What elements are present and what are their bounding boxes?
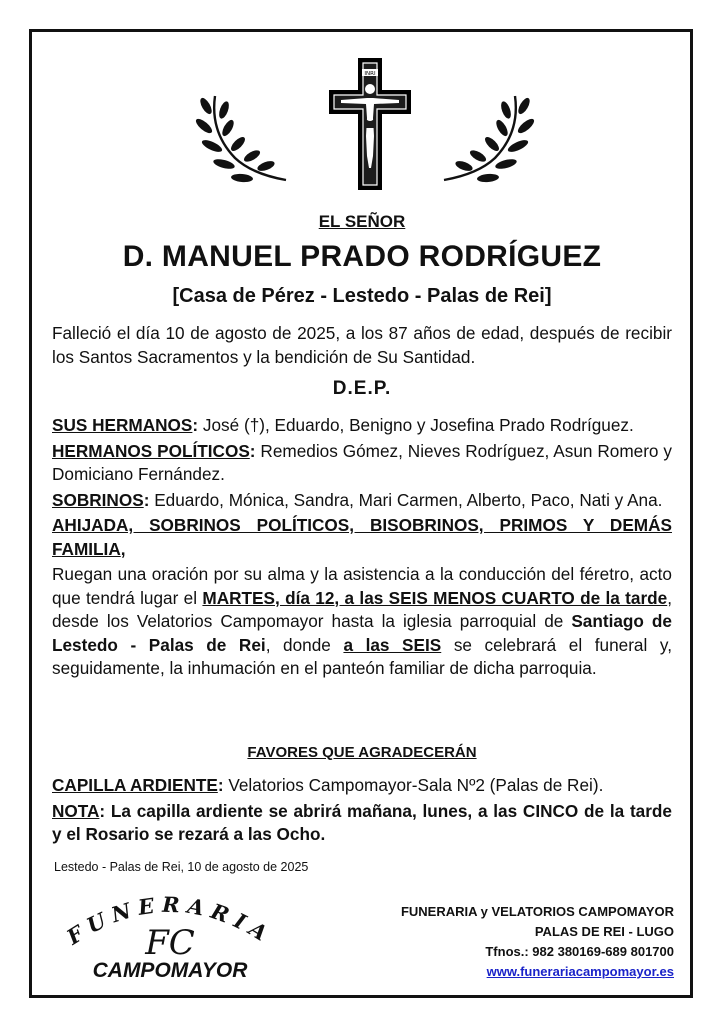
ruegan-church: Santiago de Lestedo - Palas de Rei (52, 611, 672, 655)
hermanos-label: SUS HERMANOS (52, 415, 193, 435)
capilla-section (52, 774, 672, 849)
politicos-text: Remedios Gómez, Nieves Rodríguez, Asun Romero y Domiciano Fernández. (52, 440, 672, 484)
laurel-branch-left-icon (190, 92, 290, 192)
ahijada-label: AHIJADA, SOBRINOS POLÍTICOS, BISOBRINOS, PRIMOS Y DEMÁS FAMILIA (52, 515, 672, 559)
capilla-label: CAPILLA ARDIENTE (52, 775, 218, 795)
company-name: FUNERARIA y VELATORIOS CAMPOMAYOR (400, 904, 674, 919)
company-phones: Tfnos.: 982 380169-689 801700 (485, 944, 674, 959)
sobrinos-label: SOBRINOS (52, 489, 144, 510)
ruegan-paragraph (52, 563, 672, 681)
funeraria-logo (50, 882, 290, 982)
ruegan-text-1: Ruegan una oración por su alma y la asistencia a la conducción del féretro, acto que tendrá lugar el (52, 564, 672, 608)
dep-heading: D.E.P. (332, 378, 392, 399)
ruegan-text-2: , desde los Velatorios Campomayor hasta la iglesia parroquial de (52, 587, 672, 631)
ruegan-time: a las SEIS (343, 634, 442, 655)
favores-heading: FAVORES QUE AGRADECERÁN (247, 744, 477, 761)
nota-text: La capilla ardiente se abrirá mañana, lunes, a las CINCO de la tarde y el Rosario se rezará a las Ocho. (52, 800, 672, 844)
politicos-paragraph: HERMANOS POLÍTICOS: Remedios Gómez, Nieves Rodríguez, Asun Romero y Domiciano Fernández. (52, 440, 672, 484)
title-prefix: EL SEÑOR (318, 212, 406, 231)
deceased-house: [Casa de Pérez - Lestedo - Palas de Rei] (172, 285, 552, 307)
logo-bottom-text: CAMPOMAYOR (92, 959, 248, 982)
hermanos-paragraph: SUS HERMANOS: José (†), Eduardo, Benigno y Josefina Prado Rodríguez. (52, 415, 634, 435)
politicos-label: HERMANOS POLÍTICOS (52, 440, 250, 461)
nota-paragraph: NOTA: La capilla ardiente se abrirá mañana, lunes, a las CINCO de la tarde y el Rosario se rezará a las Ocho. (52, 800, 672, 844)
ruegan-text-4: se celebrará el funeral y, seguidamente, la inhumación en el panteón familiar de dicha parroquia. (52, 634, 672, 678)
ruegan-text-3: , donde (265, 634, 344, 655)
place-date: Lestedo - Palas de Rei, 10 de agosto de 2025 (54, 860, 309, 874)
sobrinos-text: Eduardo, Mónica, Sandra, Mari Carmen, Alberto, Paco, Nati y Ana. (149, 489, 663, 510)
laurel-branch-right-icon (440, 92, 540, 192)
hermanos-text: José (†), Eduardo, Benigno y Josefina Prado Rodríguez. (198, 415, 634, 435)
cross-inscription: INRI (364, 70, 376, 77)
death-announcement: Falleció el día 10 de agosto de 2025, a los 87 años de edad, después de recibir los Santos Sacramentos y la bendición de Su Santidad. (52, 323, 672, 367)
logo-arc-text: FUNERARIA (62, 891, 278, 950)
family-section (52, 414, 672, 683)
company-contact (401, 902, 674, 982)
capilla-text: Velatorios Campomayor-Sala Nº2 (Palas de Rei). (223, 775, 604, 795)
company-city: PALAS DE REI - LUGO (534, 924, 674, 939)
crucifix-icon (327, 56, 413, 192)
capilla-paragraph: CAPILLA ARDIENTE: Velatorios Campomayor-Sala Nº2 (Palas de Rei). (52, 775, 604, 795)
logo-monogram: FC (145, 923, 195, 963)
ruegan-date: MARTES, día 12, a las SEIS MENOS CUARTO de la tarde (202, 587, 668, 608)
deceased-name: D. MANUEL PRADO RODRÍGUEZ (122, 240, 602, 273)
sobrinos-paragraph: SOBRINOS: Eduardo, Mónica, Sandra, Mari Carmen, Alberto, Paco, Nati y Ana. (52, 489, 663, 510)
nota-label: NOTA (52, 800, 100, 821)
company-website-link[interactable]: www.funerariacampomayor.es (486, 964, 674, 979)
ahijada-paragraph: AHIJADA, SOBRINOS POLÍTICOS, BISOBRINOS, PRIMOS Y DEMÁS FAMILIA, (52, 515, 672, 559)
